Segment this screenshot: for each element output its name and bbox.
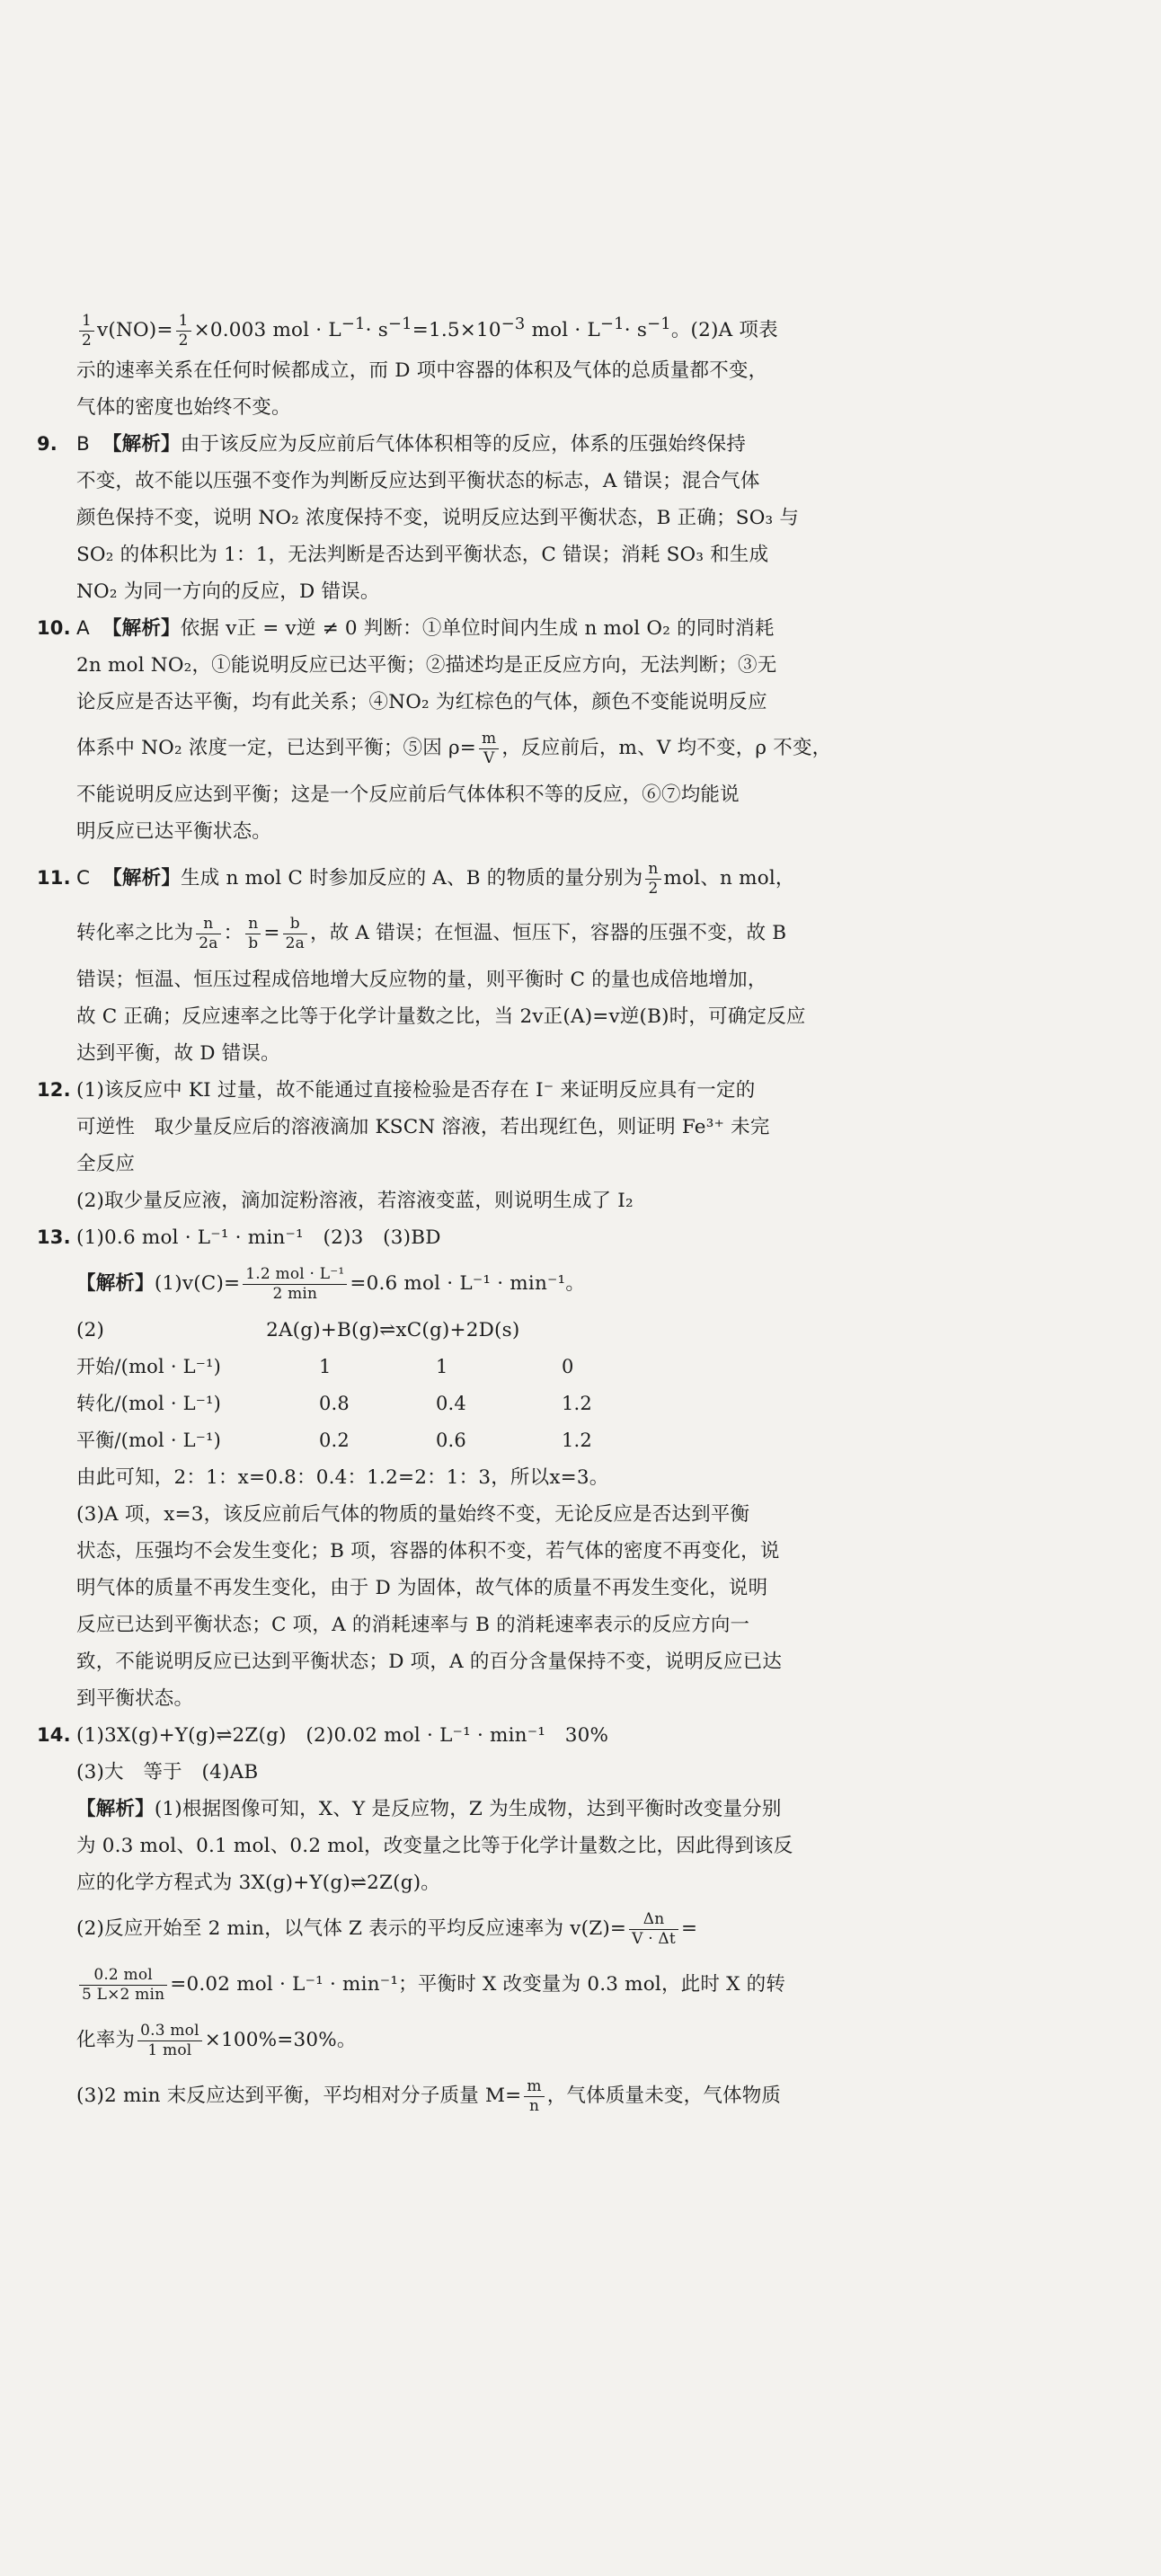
- question-number-12: 12.: [37, 1079, 71, 1101]
- table-row: 平衡/(mol · L⁻¹) 0.2 0.6 1.2: [76, 1430, 592, 1451]
- q10-line-5: 不能说明反应达到平衡；这是一个反应前后气体体积不等的反应，⑥⑦均能说: [76, 783, 740, 806]
- q11-line-1: 11. C 【解析】生成 n mol C 时参加反应的 A、B 的物质的量分别为 $\frac{n}{2}$ mol、n mol，: [37, 850, 975, 906]
- analysis-tag: 【解析】: [102, 433, 181, 456]
- q11-line-4: 故 C 正确；反应速率之比等于化学计量数之比，当 2v正(A)=v逆(B)时，可确定反应: [76, 1005, 806, 1028]
- question-number-13: 13.: [37, 1226, 71, 1248]
- q9-line-5: NO₂ 为同一方向的反应，D 错误。: [76, 580, 380, 603]
- table-row: 转化/(mol · L⁻¹) 0.8 0.4 1.2: [76, 1393, 592, 1414]
- q13-equation-line: (2) 2A(g)+B(g)⇌xC(g)+2D(s): [76, 1319, 520, 1341]
- q9-line-4: SO₂ 的体积比为 1：1，无法判断是否达到平衡状态，C 错误；消耗 SO₃ 和生成: [76, 544, 769, 566]
- fraction-half: $\frac{1}{2}$: [79, 312, 94, 350]
- q14-line-5: 应的化学方程式为 3X(g)+Y(g)⇌2Z(g)。: [76, 1872, 440, 1894]
- question-number-10: 10.: [37, 617, 71, 639]
- q14-line-4: 为 0.3 mol、0.1 mol、0.2 mol，改变量之比等于化学计量数之比，因此得到该反: [76, 1835, 793, 1857]
- analysis-tag: 【解析】: [76, 1272, 155, 1295]
- q13-line-12: 致，不能说明反应已达到平衡状态；D 项，A 的百分含量保持不变，说明反应已达: [76, 1651, 783, 1673]
- q14-line-3: 【解析】(1)根据图像可知，X、Y 是反应物，Z 为生成物，达到平衡时改变量分别: [76, 1798, 782, 1820]
- q9-line-3: 颜色保持不变，说明 NO₂ 浓度保持不变，说明反应达到平衡状态，B 正确；SO₃ 与: [76, 507, 800, 529]
- analysis-tag: 【解析】: [102, 617, 181, 640]
- q13-line-1: 13. (1)0.6 mol · L⁻¹ · min⁻¹ (2)3 (3)BD: [37, 1219, 975, 1256]
- answer-10: A: [76, 617, 90, 640]
- q13-line-13: 到平衡状态。: [76, 1687, 194, 1710]
- q9-line-1: 9. B 【解析】由于该反应为反应前后气体体积相等的反应，体系的压强始终保持: [37, 426, 975, 463]
- question-number-11: 11.: [37, 867, 71, 889]
- q10-line-6: 明反应已达平衡状态。: [76, 820, 272, 843]
- q12-line-1: 12. (1)该反应中 KI 过量，故不能通过直接检验是否存在 I⁻ 来证明反应具有一定的: [37, 1072, 975, 1109]
- fraction-b-over-2a: $\frac{b}{2a}$: [283, 915, 307, 953]
- q14-line-8: 化率为 $\frac{\text{0.3 mol}}{\text{1 mol}}$ ×100%=30%。: [76, 2021, 357, 2059]
- question-number-9: 9.: [37, 433, 58, 455]
- q13-line-2: 【解析】(1)v(C)= $\frac{\text{1.2 mol · L⁻¹}}{2 \min}$ =0.6 mol · L⁻¹ · min⁻¹。: [76, 1264, 586, 1303]
- q11-line-5: 达到平衡，故 D 错误。: [76, 1042, 280, 1065]
- q10-line-1: 10. A 【解析】依据 v正 = v逆 ≠ 0 判断：①单位时间内生成 n mol O₂ 的同时消耗: [37, 610, 975, 647]
- fraction-n-over-2: $\frac{n}{2}$: [645, 860, 660, 899]
- q13-line-9: 状态，压强均不会发生变化；B 项，容器的体积不变，若气体的密度不再变化，说: [76, 1540, 780, 1562]
- q13-line-10: 明气体的质量不再发生变化，由于 D 为固体，故气体的质量不再发生变化，说明: [76, 1577, 768, 1599]
- q8-line-1: $\frac{1}{2}$ v(NO)= $\frac{1}{2}$ ×0.003 mol · $L^{-1}\cdot s^{-1}=1.5\times 10^{-3}$ mol · $L^{-1}\cdot s^{-1}$。(2)A 项表: [76, 297, 975, 352]
- q13-line-7: 由此可知，2：1：x=0.8：0.4：1.2=2：1：3，所以x=3。: [76, 1466, 609, 1489]
- solutions-text: [37, 297, 975, 2124]
- q10-line-4: 体系中 NO₂ 浓度一定，已达到平衡；⑤因 ρ= $\frac{m}{V}$ ，反应前后，m、V 均不变，ρ 不变，: [76, 729, 832, 767]
- fraction-half-2: $\frac{1}{2}$: [176, 312, 191, 350]
- analysis-tag: 【解析】: [102, 867, 182, 890]
- q11-line-2: 转化率之比为 $\frac{n}{2a}$ ： $\frac{n}{b}$ = $\frac{b}{2a}$ ，故 A 错误；在恒温、恒压下，容器的压强不变，故 B: [76, 914, 787, 952]
- q8-line-2: 示的速率关系在任何时候都成立，而 D 项中容器的体积及气体的总质量都不变，: [76, 359, 768, 382]
- ice-table: [76, 1349, 669, 1459]
- q14-line-2: (3)大 等于 (4)AB: [76, 1761, 259, 1784]
- fraction-vz-value: $\frac{\text{0.2 mol}}{5 L\times 2 \min}$: [79, 1966, 167, 2005]
- q12-line-3: 全反应: [76, 1153, 136, 1175]
- q10-line-2: 2n mol NO₂，①能说明反应已达平衡；②描述均是正反应方向，无法判断；③无: [76, 654, 777, 677]
- fraction-vc: $\frac{\text{1.2 mol · L⁻¹}}{2 \min}$: [243, 1265, 347, 1304]
- q14-line-6: (2)反应开始至 2 min，以气体 Z 表示的平均反应速率为 v(Z)= $\frac{\Delta n}{V \cdot \Delta t}$ =: [76, 1909, 698, 1948]
- fraction-delta-n: $\frac{\Delta n}{V \cdot \Delta t}$: [629, 1910, 678, 1949]
- q14-line-7: $\frac{\text{0.2 mol}}{5 L\times 2 \min}$ =0.02 mol · L⁻¹ · min⁻¹；平衡时 X 改变量为 0.3 mol，此时 X 的转: [76, 1957, 975, 2013]
- q8-line-3: 气体的密度也始终不变。: [76, 396, 291, 419]
- fraction-n-over-b: $\frac{n}{b}$: [245, 915, 261, 953]
- fraction-m-over-n: $\frac{m}{n}$: [524, 2077, 544, 2116]
- q14-line-9: (3)2 min 末反应达到平衡，平均相对分子质量 M= $\frac{m}{n}$ ，气体质量未变，气体物质: [76, 2076, 782, 2115]
- answer-9: B: [76, 433, 90, 456]
- answer-11: C: [76, 867, 91, 890]
- table-row: 开始/(mol · L⁻¹) 1 1 0: [76, 1356, 574, 1377]
- q10-line-3: 论反应是否达平衡，均有此关系；④NO₂ 为红棕色的气体，颜色不变能说明反应: [76, 691, 767, 713]
- q14-line-1: 14. (1)3X(g)+Y(g)⇌2Z(g) (2)0.02 mol · L⁻¹ · min⁻¹ 30%: [37, 1717, 975, 1754]
- q13-line-11: 反应已达到平衡状态；C 项，A 的消耗速率与 B 的消耗速率表示的反应方向一: [76, 1614, 750, 1636]
- q13-line-8: (3)A 项，x=3，该反应前后气体的物质的量始终不变，无论反应是否达到平衡: [76, 1503, 750, 1526]
- fraction-rho: $\frac{m}{V}$: [479, 730, 499, 768]
- question-number-14: 14.: [37, 1724, 71, 1746]
- analysis-tag: 【解析】: [76, 1798, 155, 1820]
- q11-line-3: 错误；恒温、恒压过程成倍地增大反应物的量，则平衡时 C 的量也成倍地增加，: [76, 969, 767, 991]
- q12-line-2: 可逆性 取少量反应后的溶液滴加 KSCN 溶液，若出现红色，则证明 Fe³⁺ 未完: [76, 1116, 770, 1138]
- q9-line-2: 不变，故不能以压强不变作为判断反应达到平衡状态的标志，A 错误；混合气体: [76, 470, 760, 492]
- fraction-conversion: $\frac{\text{0.3 mol}}{\text{1 mol}}$: [137, 2022, 202, 2060]
- fraction-n-over-2a: $\frac{n}{2a}$: [196, 915, 220, 953]
- q12-line-4: (2)取少量反应液，滴加淀粉溶液，若溶液变蓝，则说明生成了 I₂: [76, 1190, 634, 1212]
